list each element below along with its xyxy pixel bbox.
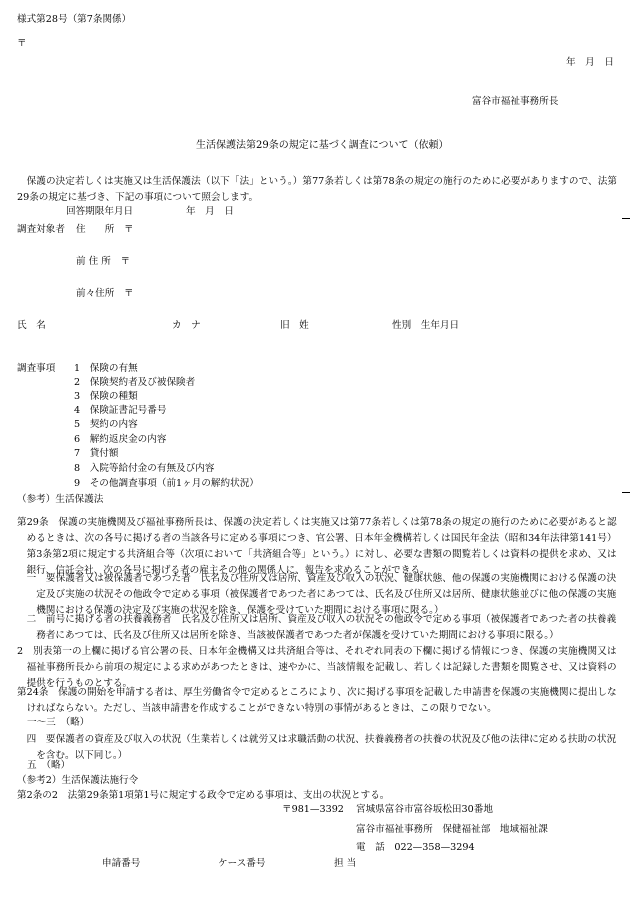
item-number: 5 xyxy=(74,419,81,430)
address-label: 住 所 〒 xyxy=(76,224,134,235)
item-number: 2 xyxy=(74,377,81,388)
item-text: 貸付額 xyxy=(89,448,119,459)
contact-phone: 電 話 022—358—3294 xyxy=(356,842,475,853)
postal-mark: 〒 xyxy=(17,38,27,49)
list-item xyxy=(74,478,259,490)
article-24-item-4: 四 要保護者の資産及び収入の状況（生業若しくは就労又は求職活動の状況、扶養義務者の扶養の状況及び他の法律に定める扶助の状況を含む。以下同じ。） xyxy=(26,734,617,761)
list-item xyxy=(74,463,214,475)
list-item xyxy=(74,419,138,431)
deadline-label: 回答期限年月日 xyxy=(66,206,134,217)
list-item xyxy=(74,448,118,460)
list-item xyxy=(74,434,166,446)
ref1-title: （参考）生活保護法 xyxy=(17,494,104,505)
person-in-charge-label: 担 当 xyxy=(334,858,357,869)
list-item xyxy=(74,405,166,417)
item-text: 入院等給付金の有無及び内容 xyxy=(89,463,215,474)
subject-label: 調査対象者 xyxy=(17,224,65,235)
item-text: 解約返戻金の内容 xyxy=(89,434,167,445)
header-date: 年 月 日 xyxy=(566,57,614,68)
item-text: 保険契約者及び被保険者 xyxy=(89,377,196,388)
article-29-item-2: 二 前号に掲げる者の扶養義務者 氏名及び住所又は居所、資産及び収入の状況その他政令で定める事項（被保護者であつた者の扶養義務者にあつては、氏名及び住所又は居所を除き、当該被保護者であつた者が保護を受けていた期間における事項に限る。） xyxy=(26,614,617,641)
sender-name: 富谷市福祉事務所長 xyxy=(472,96,559,107)
item-text: その他調査事項（前1ヶ月の解約状況） xyxy=(89,478,259,489)
deadline-value: 年 月 日 xyxy=(186,206,234,217)
item-number: 1 xyxy=(74,363,81,374)
prev-prev-address-label: 前々住所 〒 xyxy=(76,288,134,299)
article-29-item-1: 一 要保護者又は被保護者であつた者 氏名及び住所又は居所、資産及び収入の状況、健康状態、他の保護の実施機関における保護の決定及び実施の状況その他政令で定める事項（被保護者であつた者にあつては、氏名及び住所又は居所、健康状態並びに他の保護の実施機関における保護の決定及び実施の状況を除き、保護を受けていた期間における事項に限る。） xyxy=(26,573,617,616)
list-item xyxy=(74,363,138,375)
kana-label: カ ナ xyxy=(172,320,201,331)
item-number: 4 xyxy=(74,405,81,416)
ref2-title: （参考2）生活保護法施行令 xyxy=(17,775,139,786)
contact-address: 宮城県富谷市富谷坂松田30番地 xyxy=(356,804,493,815)
list-item xyxy=(74,391,138,403)
prev-address-label: 前 住 所 〒 xyxy=(76,256,131,267)
fold-mark xyxy=(622,218,630,219)
item-text: 保険の種類 xyxy=(89,391,138,402)
item-text: 契約の内容 xyxy=(89,419,138,430)
item-number: 3 xyxy=(74,391,81,402)
sex-dob-label: 性別 生年月日 xyxy=(392,320,460,331)
article-2-2: 第2条の2 法第29条第1項第1号に規定する政令で定める事項は、支出の状況とする。 xyxy=(17,790,390,801)
case-number-label: ケース番号 xyxy=(218,858,266,869)
item-text: 保険証書記号番号 xyxy=(89,405,167,416)
article-24-items-1-3: 一～三 （略） xyxy=(27,717,90,728)
item-number: 8 xyxy=(74,463,81,474)
item-number: 7 xyxy=(74,448,81,459)
contact-postal: 〒981—3392 xyxy=(282,804,344,815)
list-item xyxy=(74,377,195,389)
items-label: 調査事項 xyxy=(17,363,56,374)
application-number-label: 申請番号 xyxy=(102,858,141,869)
article-24-item-5: 五 （略） xyxy=(27,760,71,771)
item-number: 9 xyxy=(74,478,81,489)
article-29-paragraph-2: 2 別表第一の上欄に掲げる官公署の長、日本年金機構又は共済組合等は、それぞれ同表の下欄に掲げる情報につき、保護の実施機関又は福祉事務所長から前項の規定による求めがあつたときは、速やかに、当該情報を記載し、若しくは記録した書類を閲覧させ、又は資料の提供を行うものとする。 xyxy=(17,646,617,689)
article-24: 第24条 保護の開始を申請する者は、厚生労働省令で定めるところにより、次に掲げる事項を記載した申請書を保護の実施機関に提出しなければならない。ただし、当該申請書を作成することができない特別の事情があるときは、この限りでない。 xyxy=(17,687,617,714)
item-text: 保険の有無 xyxy=(89,363,138,374)
former-name-label: 旧 姓 xyxy=(280,320,309,331)
name-label: 氏 名 xyxy=(17,320,46,331)
fold-mark xyxy=(622,492,630,493)
contact-office: 富谷市福祉事務所 保健福祉部 地域福祉課 xyxy=(356,824,548,835)
article-29: 第29条 保護の実施機関及び福祉事務所長は、保護の決定若しくは実施又は第77条若しくは第78条の規定の施行のために必要があると認めるときは、次の各号に掲げる者の当該各号に定める事項につき、官公署、日本年金機構若しくは国民年金法（昭和34年法律第141号）第3条第2項に規定する共済組合等（次項において「共済組合等」という。）に対し、必要な書類の閲覧若しくは資料の提供を求め、又は銀行、信託会社、次の各号に掲げる者の雇主その他の関係人に、報告を求めることができる。 xyxy=(17,517,617,576)
intro-paragraph: 保護の決定若しくは実施又は生活保護法（以下「法」という。）第77条若しくは第78条の規定の施行のために必要がありますので、法第29条の規定に基づき、下記の事項について照会します。 xyxy=(17,176,617,203)
form-number: 様式第28号（第7条関係） xyxy=(17,14,132,25)
document-title: 生活保護法第29条の規定に基づく調査について（依頼） xyxy=(196,140,449,151)
item-number: 6 xyxy=(74,434,81,445)
